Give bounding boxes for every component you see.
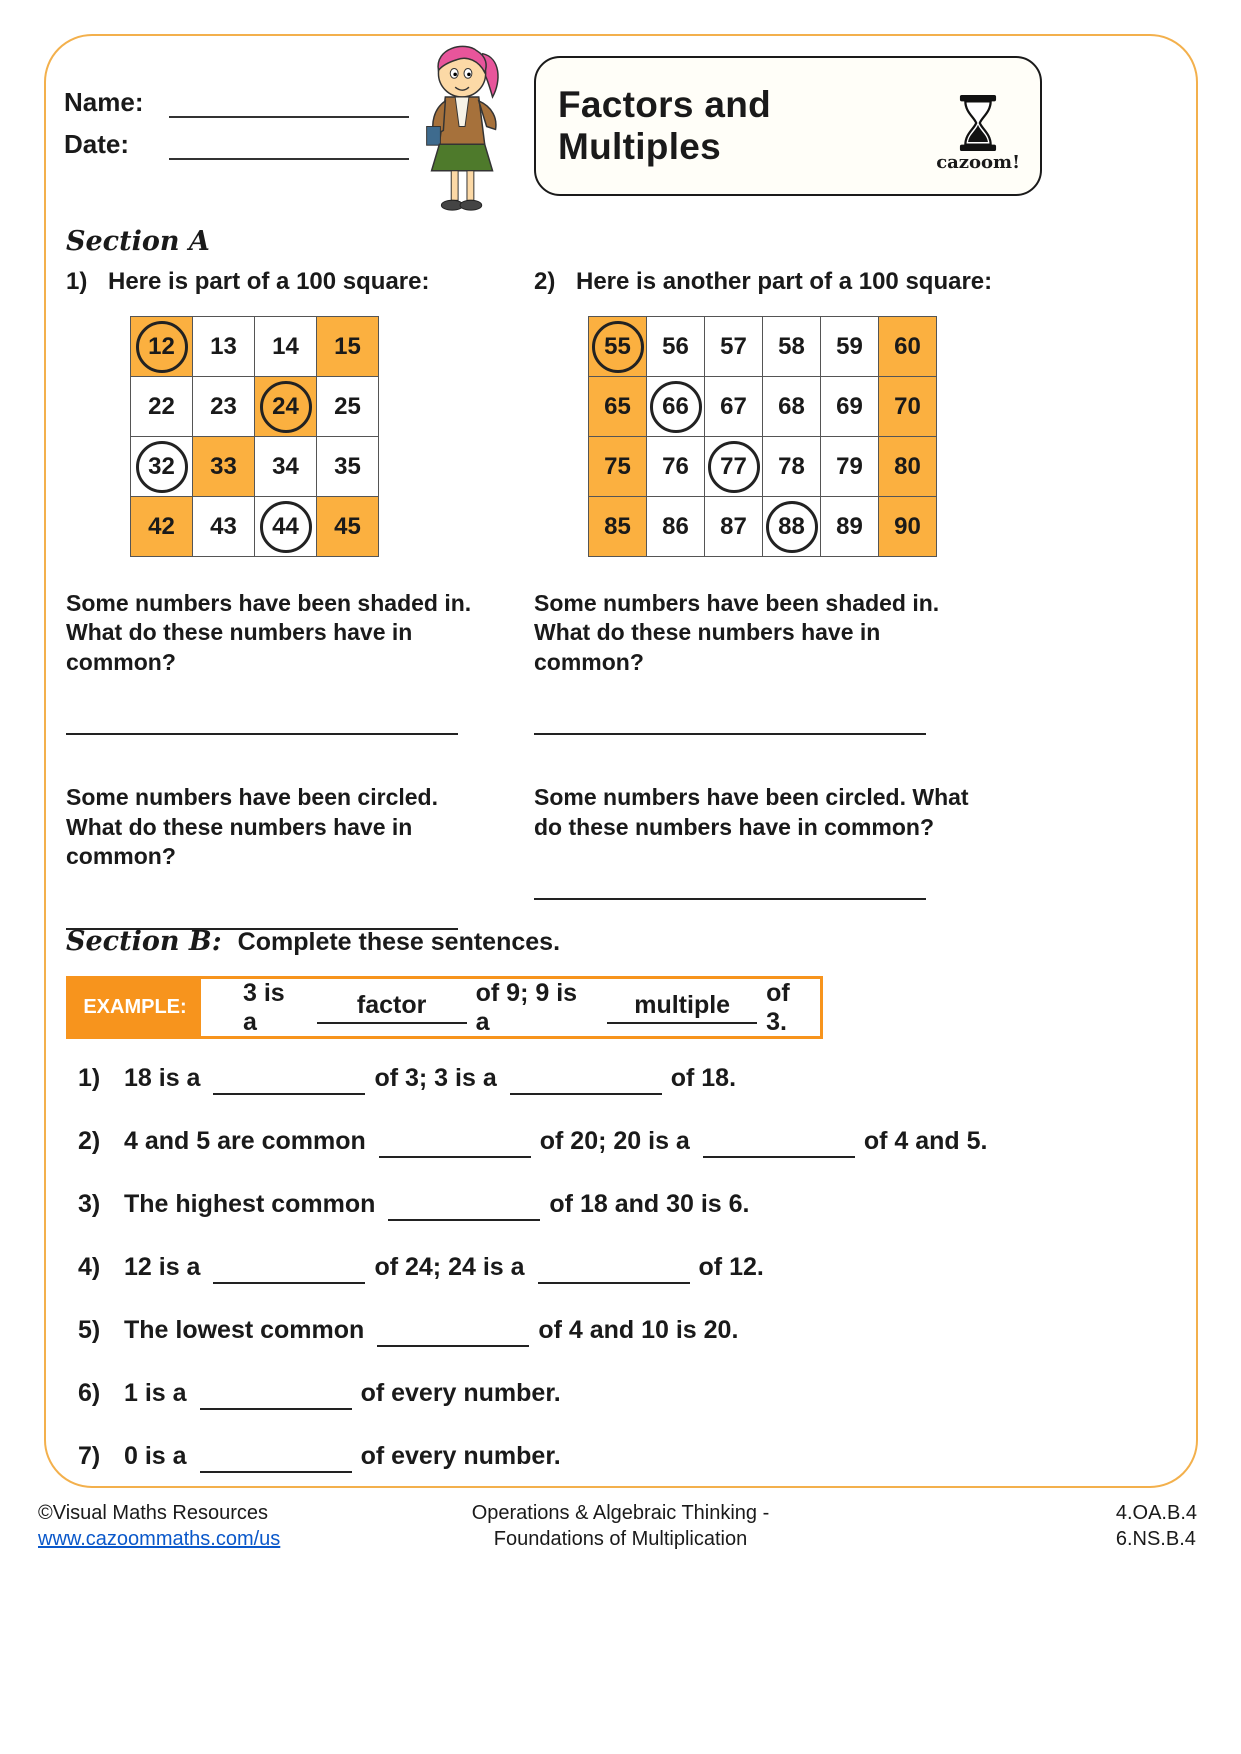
answer-blank[interactable] — [213, 1060, 365, 1095]
answer-blank[interactable] — [213, 1249, 365, 1284]
grid-cell: 14 — [255, 317, 317, 377]
shaded-question: Some numbers have been shaded in. What do these numbers have in common? — [66, 590, 472, 675]
answer-line[interactable] — [534, 733, 926, 735]
item-number: 2) — [78, 1127, 101, 1155]
sentence-item — [78, 1186, 1188, 1221]
website-link[interactable]: www.cazoommaths.com/us — [38, 1528, 281, 1550]
circle-mark: 55 — [592, 321, 644, 373]
circle-mark: 88 — [766, 501, 818, 553]
sentence-item — [78, 1123, 1188, 1158]
grid-cell: 69 — [821, 377, 879, 437]
answer-blank[interactable] — [200, 1438, 352, 1473]
worksheet-title-box — [534, 56, 1042, 196]
grid-cell: 22 — [131, 377, 193, 437]
footer-topic-line2: Foundations of Multiplication — [493, 1528, 748, 1550]
circle-mark: 24 — [260, 381, 312, 433]
sentence-text: of 4 and 10 is 20. — [538, 1316, 739, 1344]
sentence-text: 1 is a — [124, 1379, 187, 1407]
example-sentence — [201, 979, 820, 1036]
grid-cell: 13 — [193, 317, 255, 377]
sentence-text: of 4 and 5. — [863, 1127, 988, 1155]
question-prompt: Here is another part of a 100 square: — [576, 268, 993, 295]
answer-blank[interactable] — [703, 1123, 855, 1158]
section-b-instruction: Complete these sentences. — [237, 928, 561, 956]
answer-line[interactable] — [66, 733, 458, 735]
question-prompt: Here is part of a 100 square: — [108, 268, 430, 295]
grid-cell: 42 — [131, 497, 193, 557]
answer-blank[interactable]: multiple — [607, 991, 757, 1024]
shaded-question: Some numbers have been shaded in. What do these numbers have in common? — [534, 590, 940, 675]
grid-cell — [763, 497, 821, 557]
circle-mark: 66 — [650, 381, 702, 433]
sentence-text: of 24; 24 is a — [374, 1253, 525, 1281]
sentence-text: 0 is a — [124, 1442, 187, 1470]
sentence-text: 4 and 5 are common — [124, 1127, 366, 1155]
sentence-text: 3 is a — [243, 978, 285, 1036]
grid-cell: 89 — [821, 497, 879, 557]
item-sentence — [124, 1375, 1188, 1410]
answer-blank[interactable] — [379, 1123, 531, 1158]
grid-cell: 67 — [705, 377, 763, 437]
sentence-item — [78, 1375, 1188, 1410]
grid-cell: 23 — [193, 377, 255, 437]
item-number: 1) — [78, 1064, 101, 1092]
grid-cell: 78 — [763, 437, 821, 497]
date-label: Date: — [64, 129, 130, 159]
item-sentence — [124, 1249, 1188, 1284]
sentence-text: of 18. — [670, 1064, 737, 1092]
grid-cell: 85 — [589, 497, 647, 557]
question-2-column — [534, 268, 994, 900]
grid-cell: 76 — [647, 437, 705, 497]
mascot-illustration — [405, 36, 525, 218]
date-input-line[interactable] — [169, 128, 409, 160]
name-date-block — [64, 82, 409, 166]
grid-cell: 57 — [705, 317, 763, 377]
brand-logo — [936, 95, 1020, 173]
grid-cell: 80 — [879, 437, 937, 497]
grid-cell — [131, 317, 193, 377]
sentence-text: 18 is a — [124, 1064, 201, 1092]
hundred-square-grid-2 — [588, 316, 937, 557]
grid-cell: 43 — [193, 497, 255, 557]
section-b-heading-row — [66, 926, 560, 957]
grid-cell: 86 — [647, 497, 705, 557]
grid-cell: 34 — [255, 437, 317, 497]
answer-blank[interactable] — [538, 1249, 690, 1284]
grid-cell: 35 — [317, 437, 379, 497]
grid-cell: 68 — [763, 377, 821, 437]
grid-cell — [255, 377, 317, 437]
item-number: 5) — [78, 1316, 101, 1344]
hundred-square-grid-1 — [130, 316, 379, 557]
answer-blank[interactable] — [510, 1060, 662, 1095]
grid-cell — [705, 437, 763, 497]
question-number: 2) — [534, 268, 556, 295]
item-sentence — [124, 1060, 1188, 1095]
answer-blank[interactable] — [388, 1186, 540, 1221]
circle-mark: 32 — [136, 441, 188, 493]
standard-code-1: 4.OA.B.4 — [1115, 1502, 1197, 1524]
item-number: 6) — [78, 1379, 101, 1407]
footer-center — [0, 1500, 1241, 1552]
circle-mark: 44 — [260, 501, 312, 553]
circled-question: Some numbers have been circled. What do these numbers have in common? — [534, 784, 969, 840]
answer-blank[interactable] — [200, 1375, 352, 1410]
name-row — [64, 82, 409, 118]
circle-mark: 77 — [708, 441, 760, 493]
sentence-item — [78, 1060, 1188, 1095]
grid-cell: 58 — [763, 317, 821, 377]
item-sentence — [124, 1186, 1188, 1221]
grid-cell — [255, 497, 317, 557]
sentence-text: of 3; 3 is a — [374, 1064, 497, 1092]
sentence-text: The highest common — [124, 1190, 376, 1218]
grid-cell: 45 — [317, 497, 379, 557]
grid-cell: 79 — [821, 437, 879, 497]
sentence-text: of 3. — [766, 978, 790, 1036]
grid-cell: 90 — [879, 497, 937, 557]
circle-mark: 12 — [136, 321, 188, 373]
sentence-item — [78, 1438, 1188, 1473]
grid-cell: 70 — [879, 377, 937, 437]
grid-cell: 15 — [317, 317, 379, 377]
grid-cell: 60 — [879, 317, 937, 377]
example-box — [66, 976, 823, 1039]
copyright-text: ©Visual Maths Resources — [38, 1502, 269, 1524]
answer-blank[interactable] — [377, 1312, 529, 1347]
footer-standards — [1116, 1500, 1197, 1552]
sentence-text: of every number. — [360, 1379, 561, 1407]
brand-name: cazoom! — [936, 152, 1020, 173]
grid-cell: 65 — [589, 377, 647, 437]
question-number: 1) — [66, 268, 88, 295]
section-b-heading: Section B: — [66, 926, 222, 957]
grid-cell — [589, 317, 647, 377]
sentence-item — [78, 1312, 1188, 1347]
item-number: 7) — [78, 1442, 101, 1470]
standard-code-2: 6.NS.B.4 — [1115, 1528, 1196, 1550]
circled-question: Some numbers have been circled. What do these numbers have in common? — [66, 784, 438, 870]
sentence-text: of 18 and 30 is 6. — [549, 1190, 750, 1218]
sentence-text: The lowest common — [124, 1316, 365, 1344]
sentence-text: of 12. — [698, 1253, 764, 1281]
item-sentence — [124, 1123, 1188, 1158]
sentence-item — [78, 1249, 1188, 1284]
date-row — [64, 124, 409, 160]
sentence-items-list — [78, 1060, 1188, 1501]
grid-cell: 25 — [317, 377, 379, 437]
sentence-text: 12 is a — [124, 1253, 201, 1281]
sentence-text: of every number. — [360, 1442, 561, 1470]
sentence-text: of 9; 9 is a — [475, 978, 578, 1036]
question-1-prompt-row — [66, 268, 481, 296]
grid-cell — [131, 437, 193, 497]
name-input-line[interactable] — [169, 86, 409, 118]
footer-topic-line1: Operations & Algebraic Thinking - — [471, 1502, 770, 1524]
answer-blank[interactable]: factor — [317, 991, 467, 1024]
grid-cell: 59 — [821, 317, 879, 377]
grid-cell — [647, 377, 705, 437]
name-label: Name: — [64, 87, 144, 117]
item-sentence — [124, 1312, 1188, 1347]
question-1-column — [66, 268, 481, 930]
grid-cell: 75 — [589, 437, 647, 497]
item-number: 4) — [78, 1253, 101, 1281]
example-label: EXAMPLE: — [69, 979, 201, 1036]
section-a-heading: Section A — [66, 226, 210, 257]
grid-cell: 56 — [647, 317, 705, 377]
grid-cell: 87 — [705, 497, 763, 557]
item-number: 3) — [78, 1190, 101, 1218]
item-sentence — [124, 1438, 1188, 1473]
question-2-prompt-row — [534, 268, 994, 296]
grid-cell: 33 — [193, 437, 255, 497]
hourglass-icon — [958, 95, 998, 151]
cartoon-girl-icon — [405, 36, 525, 218]
answer-line[interactable] — [534, 898, 926, 900]
sentence-text: of 20; 20 is a — [539, 1127, 690, 1155]
page-title: Factors and Multiples — [558, 84, 772, 167]
